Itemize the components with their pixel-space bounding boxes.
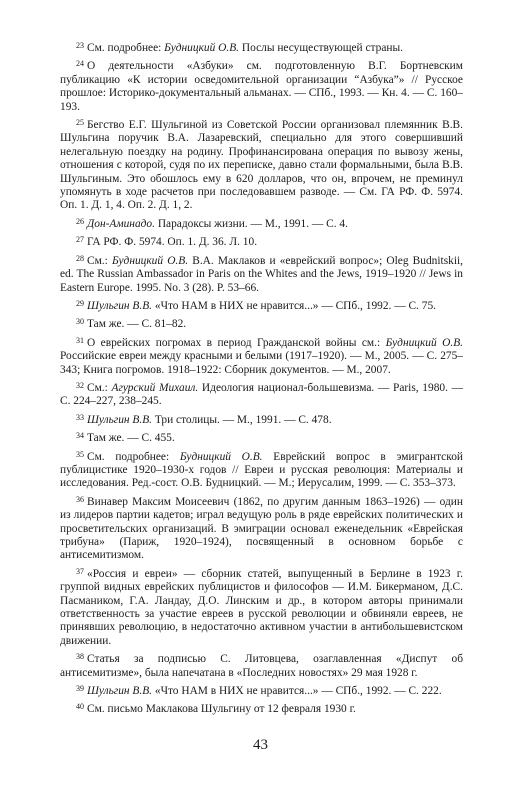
- footnote-35: [60, 451, 463, 491]
- footnote-32: [60, 382, 463, 409]
- footnote-26: [60, 218, 463, 231]
- footnote-33: [60, 414, 463, 427]
- footnote-text: См. письмо Маклакова Шульгину от 12 февраля 1930 г.: [87, 703, 356, 716]
- footnote-author: Будницкий О.В.: [164, 42, 240, 54]
- footnote-number: 26: [76, 216, 84, 226]
- footnote-24: [60, 60, 463, 114]
- footnote-number: 33: [76, 412, 84, 422]
- footnote-number: 40: [76, 702, 84, 712]
- footnote-text: ГА РФ. Ф. 5974. Оп. 1. Д. 36. Л. 10.: [87, 236, 258, 249]
- footnote-text: Еврейский вопрос в эмигрантской публицистике 1920–1930-х годов // Евреи и русская революция: Материалы и исследования. Ред.-сост. О.В. Будницкий. — М.; Иерусалим, 1999. — С. 353–373.: [60, 450, 463, 490]
- footnote-27: [60, 236, 463, 249]
- footnote-author: Агурский Михаил.: [111, 381, 199, 394]
- footnote-number: 32: [76, 380, 84, 390]
- footnote-31: [60, 337, 463, 377]
- footnote-number: 38: [76, 652, 84, 662]
- footnote-number: 29: [76, 298, 84, 308]
- footnote-text: В.А. Маклаков и «еврейский вопрос»; Oleg Budnitskii, ed. The Russian Ambassador in Paris on the Whites and the Jews, 1919–1920 // Jews in Eastern Europe. 1995. No. 3 (28). P. 53–66.: [60, 254, 463, 294]
- footnote-author: Будницкий О.В.: [385, 336, 463, 349]
- footnote-text: «Что НАМ в НИХ не нравится...» — СПб., 1992. — С. 222.: [152, 685, 442, 698]
- footnote-lead: См.:: [87, 381, 112, 394]
- footnote-34: [60, 432, 463, 445]
- footnotes-list: [60, 42, 463, 717]
- footnote-number: 36: [76, 494, 84, 504]
- footnote-text: «Россия и евреи» — сборник статей, выпущенный в Берлине в 1923 г. группой видных еврейских публицистов и философов — И.М. Бикерманом, Д.С. Пасмаником, Г.А. Ландау, Д.О. Линским и др., в котором авторы принимали ответственность за участие евреев в русской революции и обвиняли евреев, не принявших революцию, в недостаточно активном участии в антибольшевистском движении.: [60, 567, 463, 647]
- footnote-number: 35: [76, 449, 84, 459]
- footnote-30: [60, 318, 463, 331]
- footnote-number: 37: [76, 566, 84, 576]
- footnote-text: О деятельности «Азбуки» см. подготовленную В.Г. Бортневским публикацию «К истории осведомительной организации “Азбука”» // Русское прошлое: Историко-документальный альманах. — СПб., 1993. — Кн. 4. — С. 160–193.: [60, 60, 463, 113]
- footnote-author: Шульгин В.В.: [87, 413, 153, 426]
- footnote-number: 39: [76, 684, 84, 694]
- footnote-28: [60, 255, 463, 295]
- footnote-number: 24: [76, 59, 84, 69]
- footnote-number: 34: [76, 431, 84, 441]
- footnote-36: [60, 496, 463, 563]
- page-number: 43: [253, 737, 268, 753]
- footnote-author: Дон-Аминадо.: [87, 217, 155, 230]
- footnote-text: «Что НАМ в НИХ не нравится...» — СПб., 1992. — С. 75.: [152, 299, 436, 312]
- footnote-text: Статья за подписью С. Литовцева, озаглавленная «Диспут об антисемитизме», была напечатана в «Последних новостях» 29 мая 1928 г.: [60, 653, 463, 679]
- footnote-39: [60, 685, 463, 698]
- footnote-number: 31: [76, 335, 84, 345]
- footnote-29: [60, 300, 463, 313]
- footnote-number: 28: [76, 253, 84, 263]
- footnote-lead: О еврейских погромах в период Гражданской войны см.:: [87, 336, 386, 349]
- footnote-text: Там же. — С. 455.: [87, 432, 175, 445]
- footnote-38: [60, 653, 463, 680]
- footnote-text: Послы несуществующей страны.: [239, 42, 403, 54]
- footnote-lead: См. подробнее:: [87, 42, 165, 54]
- footnote-23: [60, 42, 463, 55]
- footnote-number: 30: [76, 317, 84, 327]
- footnote-37: [60, 568, 463, 648]
- footnote-author: Шульгин В.В.: [87, 299, 153, 312]
- footnote-text: Там же. — С. 81–82.: [87, 318, 187, 331]
- footnote-40: [60, 703, 463, 716]
- footnote-number: 23: [76, 41, 84, 50]
- footnote-text: Три столицы. — М., 1991. — С. 478.: [152, 413, 332, 426]
- footnote-number: 25: [76, 118, 84, 128]
- footnote-author: Шульгин В.В.: [87, 685, 153, 698]
- footnote-text: Идеология национал-большевизма. — Paris, 1980. — С. 224–227, 238–245.: [60, 381, 463, 408]
- footnote-number: 27: [76, 235, 84, 245]
- footnote-lead: См. подробнее:: [87, 450, 180, 463]
- footnote-author: Будницкий О.В.: [179, 450, 263, 463]
- footnote-author: Будницкий О.В.: [111, 254, 189, 267]
- footnote-text: Российские евреи между красными и белыми (1917–1920). — М., 2005. — С. 275–343; Книга погромов. 1918–1922: Сборник документов. — М., 2007.: [60, 350, 463, 376]
- footnote-text: Бегство Е.Г. Шульгиной из Советской России организовал племянник В.В. Шульгина поручик В.А. Лазаревский, специально для этого совершивший нелегальную поездку на родину. Профинансирована операция по вывозу жены, отношения с которой, судя по их переписке, давно стали формальными, была В.В. Шульгиным. Это обошлось ему в 620 долларов, что он, впрочем, не преминул упомянуть в ходе расчетов при последовавшем разводе. — См. ГА РФ. Ф. 5974. Оп. 1. Д. 1, 4. Оп. 2. Д. 1, 2.: [60, 119, 463, 212]
- footnote-text: Парадоксы жизни. — М., 1991. — С. 4.: [154, 217, 348, 230]
- footnote-lead: См.:: [87, 254, 112, 267]
- footnote-25: [60, 119, 463, 213]
- footnote-text: Винавер Максим Моисеевич (1862, по другим данным 1863–1926) — один из лидеров партии кадетов; играл ведущую роль в ряде еврейских политических и просветительских организаций. В эмиграции основал еженедельник «Еврейская трибуна» (Париж, 1920–1924), посвященный в основном борьбе с антисемитизмом.: [60, 495, 463, 562]
